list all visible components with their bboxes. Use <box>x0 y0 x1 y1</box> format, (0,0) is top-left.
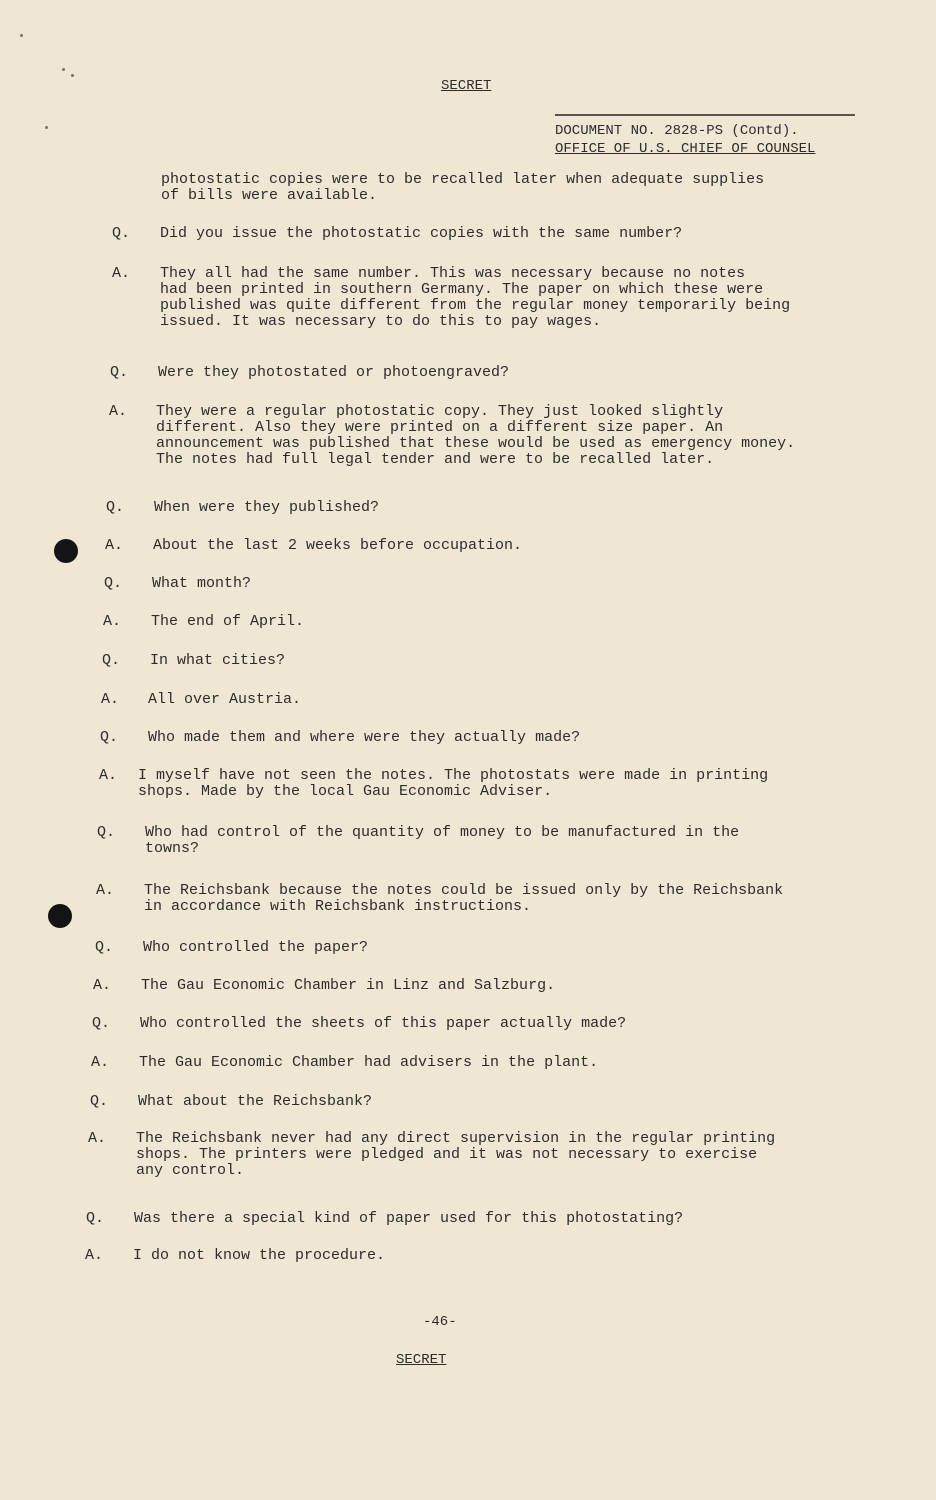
entry-text: Who controlled the sheets of this paper actually made? <box>140 1015 627 1032</box>
entry-text: The Gau Economic Chamber had advisers in the plant. <box>139 1054 599 1071</box>
speaker-label: Q. <box>95 939 114 956</box>
header-rule <box>555 114 855 116</box>
scan-speck <box>62 68 65 71</box>
speaker-label: A. <box>101 691 120 708</box>
speaker-label: A. <box>96 882 115 899</box>
entry-text: Who had control of the quantity of money to be manufactured in the towns? <box>145 824 740 857</box>
entry-text: What month? <box>152 575 252 592</box>
speaker-label: A. <box>112 265 131 282</box>
speaker-label: Q. <box>92 1015 111 1032</box>
speaker-label: Q. <box>86 1210 105 1227</box>
document-number: DOCUMENT NO. 2828-PS (Contd). <box>555 123 799 139</box>
speaker-label: Q. <box>104 575 123 592</box>
entry-text: What about the Reichsbank? <box>138 1093 373 1110</box>
office-line: OFFICE OF U.S. CHIEF OF COUNSEL <box>555 141 816 157</box>
speaker-label: Q. <box>97 824 116 841</box>
speaker-label: Q. <box>106 499 125 516</box>
entry-text: In what cities? <box>150 652 286 669</box>
speaker-label: Q. <box>100 729 119 746</box>
continuation-text: photostatic copies were to be recalled later when adequate supplies of bills were available. <box>161 171 765 204</box>
speaker-label: Q. <box>102 652 121 669</box>
speaker-label: A. <box>85 1247 104 1264</box>
entry-text: They were a regular photostatic copy. They just looked slightly different. Also they were printed on a different size paper. An announcement was published that these would be used as emergency money. The notes had full legal tender and were to be recalled later. <box>156 403 796 468</box>
punch-hole <box>48 904 72 928</box>
speaker-label: Q. <box>90 1093 109 1110</box>
entry-text: I myself have not seen the notes. The photostats were made in printing shops. Made by the local Gau Economic Adviser. <box>138 767 769 800</box>
speaker-label: A. <box>88 1130 107 1147</box>
entry-text: When were they published? <box>154 499 380 516</box>
speaker-label: A. <box>109 403 128 420</box>
speaker-label: Q. <box>112 225 131 242</box>
entry-text: The Reichsbank because the notes could be issued only by the Reichsbank in accordance with Reichsbank instructions. <box>144 882 784 915</box>
entry-text: I do not know the procedure. <box>133 1247 386 1264</box>
entry-text: About the last 2 weeks before occupation. <box>153 537 523 554</box>
scan-speck <box>45 126 48 129</box>
entry-text: They all had the same number. This was necessary because no notes had been printed in southern Germany. The paper on which these were published was quite different from the regular money temporarily being issued. It was necessary to do this to pay wages. <box>160 265 791 330</box>
entry-text: Who controlled the paper? <box>143 939 369 956</box>
document-header <box>555 114 855 158</box>
classification-bottom: SECRET <box>396 1352 447 1368</box>
entry-text: The Gau Economic Chamber in Linz and Salzburg. <box>141 977 556 994</box>
speaker-label: A. <box>105 537 124 554</box>
scan-speck <box>20 34 23 37</box>
speaker-label: A. <box>91 1054 110 1071</box>
speaker-label: A. <box>93 977 112 994</box>
classification-top: SECRET <box>441 78 492 94</box>
scan-speck <box>71 74 74 77</box>
entry-text: Who made them and where were they actually made? <box>148 729 581 746</box>
entry-text: All over Austria. <box>148 691 302 708</box>
entry-text: Were they photostated or photoengraved? <box>158 364 510 381</box>
entry-text: The end of April. <box>151 613 305 630</box>
speaker-label: Q. <box>110 364 129 381</box>
punch-hole <box>54 539 78 563</box>
speaker-label: A. <box>99 767 118 784</box>
page-number: -46- <box>423 1314 457 1330</box>
speaker-label: A. <box>103 613 122 630</box>
entry-text: The Reichsbank never had any direct supervision in the regular printing shops. The printers were pledged and it was not necessary to exercise any control. <box>136 1130 776 1179</box>
entry-text: Was there a special kind of paper used for this photostating? <box>134 1210 684 1227</box>
entry-text: Did you issue the photostatic copies with the same number? <box>160 225 683 242</box>
